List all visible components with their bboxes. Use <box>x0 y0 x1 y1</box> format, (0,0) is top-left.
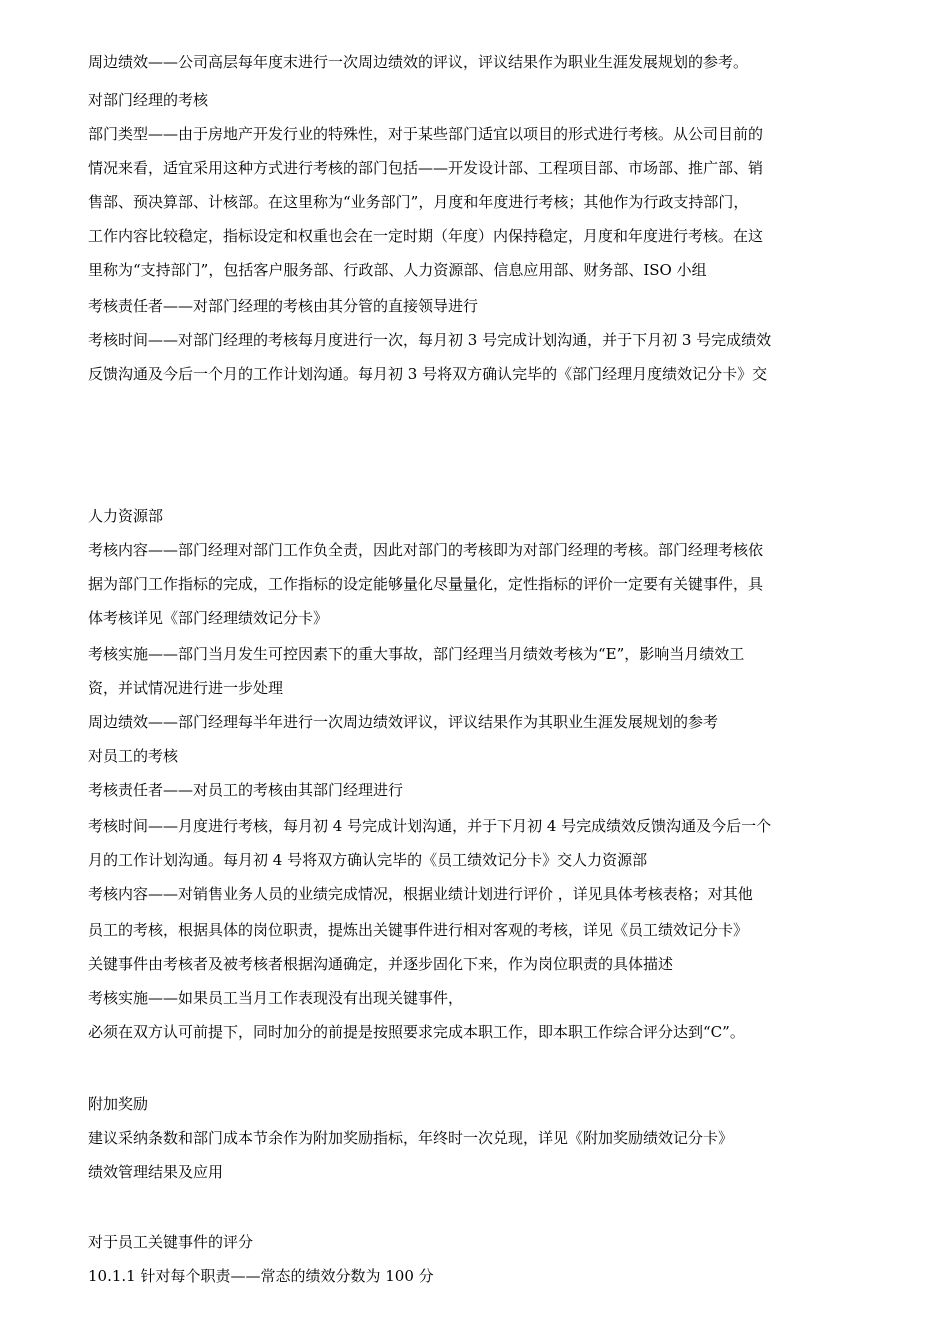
paragraph-additional-rewards: 建议采纳条数和部门成本节余作为附加奖励指标，年终时一次兑现，详见《附加奖励绩效记分卡》 <box>88 1129 734 1147</box>
paragraph-content-dept-line-1: 考核内容——部门经理对部门工作负全责，因此对部门的考核即为对部门经理的考核。部门经理考核依 <box>88 541 764 559</box>
heading-key-event-scoring: 对于员工关键事件的评分 <box>88 1233 254 1251</box>
paragraph-timing-dept-line-2: 反馈沟通及今后一个月的工作计划沟通。每月初 3 号将双方确认完毕的《部门经理月度绩效记分卡》交 <box>88 365 768 383</box>
paragraph-dept-type-line-2: 情况来看，适宜采用这种方式进行考核的部门包括——开发设计部、工程项目部、市场部、推广部、销 <box>88 159 764 177</box>
paragraph-assessor-employee: 考核责任者——对员工的考核由其部门经理进行 <box>88 781 404 799</box>
paragraph-content-dept-line-3: 体考核详见《部门经理绩效记分卡》 <box>88 609 329 627</box>
paragraph-assessor-dept-manager: 考核责任者——对部门经理的考核由其分管的直接领导进行 <box>88 297 479 315</box>
heading-results-application: 绩效管理结果及应用 <box>88 1163 224 1181</box>
heading-additional-rewards: 附加奖励 <box>88 1095 149 1113</box>
paragraph-score-10-1-1: 10.1.1 针对每个职责——常态的绩效分数为 100 分 <box>88 1267 434 1285</box>
paragraph-implementation-employee-line-1: 考核实施——如果员工当月工作表现没有出现关键事件， <box>88 989 464 1007</box>
paragraph-implementation-dept-line-2: 资，并试情况进行进一步处理 <box>88 679 284 697</box>
paragraph-peripheral-performance-dept: 周边绩效——部门经理每半年进行一次周边绩效评议，评议结果作为其职业生涯发展规划的参考 <box>88 713 719 731</box>
paragraph-dept-type-line-1: 部门类型——由于房地产开发行业的特殊性，对于某些部门适宜以项目的形式进行考核。从公司目前的 <box>88 125 764 143</box>
paragraph-dept-type-line-5: 里称为“支持部门”，包括客户服务部、行政部、人力资源部、信息应用部、财务部、ISO 小组 <box>88 261 707 279</box>
paragraph-timing-employee-line-2: 月的工作计划沟通。每月初 4 号将双方确认完毕的《员工绩效记分卡》交人力资源部 <box>88 851 648 869</box>
paragraph-timing-dept-line-3: 人力资源部 <box>88 507 164 525</box>
heading-employee-assessment: 对员工的考核 <box>88 747 179 765</box>
paragraph-key-events: 关键事件由考核者及被考核者根据沟通确定，并逐步固化下来，作为岗位职责的具体描述 <box>88 955 674 973</box>
paragraph-peripheral-performance-company: 周边绩效——公司高层每年度末进行一次周边绩效的评议，评议结果作为职业生涯发展规划的参考。 <box>88 53 749 71</box>
paragraph-implementation-dept-line-1: 考核实施——部门当月发生可控因素下的重大事故，部门经理当月绩效考核为“E”，影响当月绩效工 <box>88 645 745 663</box>
heading-dept-manager-assessment: 对部门经理的考核 <box>88 91 209 109</box>
paragraph-implementation-employee-line-2: 必须在双方认可前提下，同时加分的前提是按照要求完成本职工作，即本职工作综合评分达到“C”。 <box>88 1023 745 1041</box>
paragraph-content-employee-line-1: 考核内容——对销售业务人员的业绩完成情况，根据业绩计划进行评价 ，详见具体考核表格；对其他 <box>88 885 753 903</box>
paragraph-dept-type-line-4: 工作内容比较稳定，指标设定和权重也会在一定时期（年度）内保持稳定，月度和年度进行考核。在这 <box>88 227 764 245</box>
paragraph-timing-employee-line-1: 考核时间——月度进行考核，每月初 4 号完成计划沟通，并于下月初 4 号完成绩效反馈沟通及今后一个 <box>88 817 772 835</box>
paragraph-dept-type-line-3: 售部、预决算部、计核部。在这里称为“业务部门”，月度和年度进行考核；其他作为行政支持部门， <box>88 193 749 211</box>
paragraph-content-employee-line-2: 员工的考核，根据具体的岗位职责，提炼出关键事件进行相对客观的考核，详见《员工绩效记分卡》 <box>88 921 749 939</box>
paragraph-timing-dept-line-1: 考核时间——对部门经理的考核每月度进行一次，每月初 3 号完成计划沟通，并于下月初 3 号完成绩效 <box>88 331 772 349</box>
paragraph-content-dept-line-2: 据为部门工作指标的完成，工作指标的设定能够量化尽量量化，定性指标的评价一定要有关键事件，具 <box>88 575 764 593</box>
